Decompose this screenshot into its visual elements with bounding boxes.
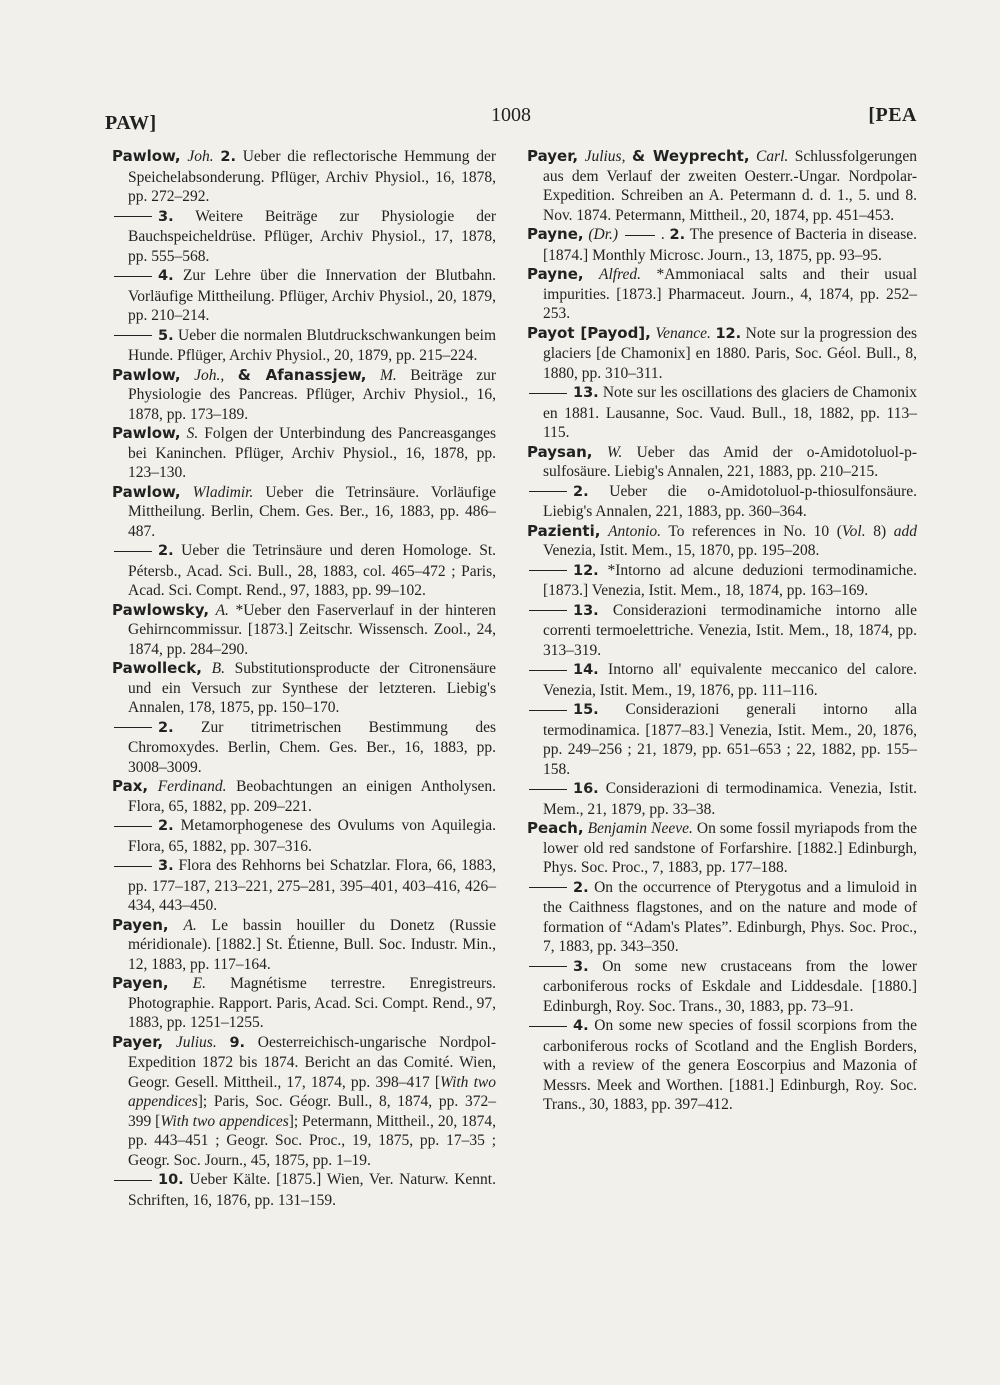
- bibliography-entry: [112, 659, 496, 718]
- work-number: 3.: [158, 858, 174, 874]
- bibliography-entry: [527, 522, 917, 561]
- author-given-name: Julius.: [175, 1033, 217, 1051]
- bibliography-entry: [527, 324, 917, 384]
- author-given-name: B.: [211, 660, 225, 677]
- bibliography-entry: [112, 483, 496, 542]
- bibliography-entry: [112, 147, 496, 207]
- citation-text: Ueber die Tetrinsäure. Vorläufige Mittheilung. Berlin, Chem. Ges. Ber., 16, 1883, pp. 486–487.: [128, 483, 497, 540]
- work-number: 10.: [158, 1172, 184, 1188]
- work-number: 16.: [573, 781, 599, 797]
- bibliography-entry: [112, 601, 496, 660]
- author-given-name: Joh.,: [194, 366, 225, 384]
- work-number: 14.: [573, 662, 599, 678]
- citation-text: Beiträge zur Physiologie des Pancreas. Pflüger, Archiv Physiol., 16, 1878, pp. 173–189.: [128, 366, 497, 423]
- citation-text: The presence of Bacteria in disease. [1874.] Monthly Microsc. Journ., 13, 1875, pp. 93–95.: [543, 226, 918, 264]
- author-name: Payen,: [112, 974, 169, 992]
- citation-text: Ueber die o-Amidotoluol-p-thiosulfonsäure. Liebig's Annalen, 221, 1883, pp. 360–364.: [543, 482, 918, 520]
- work-number: 3.: [573, 958, 589, 975]
- author-name: Peach,: [527, 819, 584, 837]
- bibliography-entry: [527, 1016, 917, 1115]
- page-header: [105, 104, 917, 140]
- work-number: 12.: [573, 562, 599, 579]
- author-name: Pawlow,: [112, 424, 181, 442]
- bibliography-entry: [112, 856, 496, 916]
- bibliography-entry: [112, 207, 496, 267]
- bibliography-entry: [112, 777, 496, 816]
- citation-text: Oesterreichisch-ungarische Nordpol-Expedition 1872 bis 1874. Bericht an das Comité. Wien, Geogr. Gesell. Mittheil., 17, 1874, pp. 398–417 [With two appendices]; Paris, Soc. Géogr. Bull., 8, 1874, pp. 372–399 [With two appendices]; Petermann, Mittheil., 20, 1874, pp. 443–451 ; Geogr. Soc. Proc., 19, 1875, pp. 17–35 ; Geogr. Soc. Journ., 45, 1875, pp. 1–19.: [128, 1033, 497, 1169]
- right-column: [527, 147, 917, 1115]
- bibliography-entry: [112, 266, 496, 326]
- author-given-name: Benjamin Neeve.: [587, 820, 693, 837]
- work-number: 9.: [229, 1034, 246, 1051]
- work-number: 4.: [158, 268, 174, 284]
- citation-text: Considerazioni termodinamiche intorno alle correnti termoelettriche. Venezia, Istit. Mem., 18, 1874, pp. 313–319.: [543, 601, 917, 659]
- citation-text: *Ueber den Faserverlauf in der hinteren Gehirncommissur. [1873.] Zeitschr. Wissensch. Zool., 24, 1874, pp. 284–290.: [128, 601, 497, 658]
- author-name: Pawlow,: [112, 365, 181, 384]
- ditto-rule: [529, 491, 567, 492]
- left-column: [112, 147, 496, 1210]
- author-name: Payne,: [527, 265, 584, 283]
- page-number: 1008: [491, 104, 531, 126]
- author-name: Payne,: [527, 225, 584, 243]
- author-given-name: Ferdinand.: [157, 778, 227, 795]
- bibliography-entry: [527, 779, 917, 819]
- author-given-name: A.: [183, 916, 197, 934]
- bibliography-entry: [527, 700, 917, 779]
- coauthor-name: & Afanassjew,: [237, 365, 367, 384]
- header-right-guide-word: [PEA: [868, 104, 917, 126]
- bibliography-entry: [527, 601, 917, 661]
- citation-text: On the occurrence of Pterygotus and a limuloid in the Caithness flagstones, and on the nature and mode of formation of “Adam's Plates”. Edinburgh, Phys. Soc. Proc., 7, 1883, pp. 343–350.: [543, 878, 917, 955]
- citation-text: Le bassin houiller du Donetz (Russie méridionale). [1882.] St. Étienne, Bull. Soc. Industr. Min., 12, 1883, pp. 117–164.: [128, 916, 496, 973]
- bibliography-entry: [112, 816, 496, 856]
- author-given-name: E.: [192, 975, 207, 992]
- bibliography-entry: [112, 541, 496, 601]
- author-name: Pawlow,: [112, 147, 181, 165]
- work-number: 5.: [158, 327, 174, 344]
- citation-text: Schlussfolgerungen aus dem Verlauf der zweiten Oesterr.-Ungar. Nordpolar-Expedition. Schreiben an A. Petermann d. d. 1., 5. und 8. Nov. 1874. Petermann, Mittheil., 20, 1874, pp. 451–453.: [543, 148, 918, 224]
- citation-text: On some new crustaceans from the lower carboniferous rocks of Eskdale and Liddesdale. [1880.] Edinburgh, Roy. Soc. Trans., 30, 1883, pp. 73–91.: [543, 957, 917, 1015]
- author-name: Pawlowsky,: [112, 600, 210, 619]
- header-left-guide-word: PAW]: [105, 112, 157, 134]
- bibliography-entry: [112, 974, 496, 1033]
- bibliography-entry: [527, 482, 917, 522]
- bibliography-entry: [112, 326, 496, 366]
- ditto-rule: [529, 966, 567, 967]
- author-given-name: Julius,: [584, 148, 626, 165]
- citation-text: Folgen der Unterbindung des Pancreasganges bei Kaninchen. Pflüger, Archiv Physiol., 16, 1878, pp. 123–130.: [128, 425, 497, 481]
- citation-text: Beobachtungen an einigen Antholysen. Flora, 65, 1882, pp. 209–221.: [128, 778, 497, 815]
- bibliography-entry: [527, 265, 917, 324]
- author-name: Payer,: [527, 147, 579, 165]
- bibliography-entry: [527, 878, 917, 957]
- ditto-rule: [529, 789, 567, 790]
- ditto-rule: [114, 1180, 152, 1181]
- citation-text: Ueber die reflectorische Hemmung der Speichelabsonderung. Pflüger, Archiv Physiol., 16, 1878, pp. 272–292.: [128, 148, 496, 205]
- citation-text: Ueber Kälte. [1875.] Wien, Ver. Naturw. Kennt. Schriften, 16, 1876, pp. 131–159.: [128, 1171, 496, 1209]
- citation-text: *Intorno ad alcune deduzioni termodinamiche. [1873.] Venezia, Istit. Mem., 18, 1874, pp. 163–169.: [543, 561, 917, 599]
- author-given-name: W.: [606, 443, 623, 461]
- author-given-name: (Dr.): [588, 226, 619, 243]
- bibliography-entry: [527, 957, 917, 1017]
- citation-text: Note sur la progression des glaciers [de Chamonix] en 1880. Paris, Soc. Géol. Bull., 8, 1880, pp. 310–311.: [543, 324, 918, 382]
- author-name: Paysan,: [527, 442, 593, 461]
- ditto-rule: [114, 276, 152, 277]
- ditto-rule: [529, 887, 567, 888]
- citation-text: Flora des Rehhorns bei Schatzlar. Flora, 66, 1883, pp. 177–187, 213–221, 275–281, 395–401, 403–416, 426–434, 443–450.: [128, 857, 496, 914]
- bibliography-entry: [527, 660, 917, 700]
- work-number: 2.: [573, 879, 589, 896]
- author-given-name: A.: [215, 601, 229, 619]
- work-number: 2.: [220, 149, 236, 165]
- work-number: 3.: [158, 208, 174, 225]
- author-given-name: Antonio.: [608, 522, 662, 540]
- coauthor-given-name: M.: [379, 366, 397, 384]
- citation-text: Considerazioni generali intorno alla termodinamica. [1877–83.] Venezia, Istit. Mem., 20, 1876, pp. 249–256 ; 21, 1879, pp. 651–653 ; 22, 1882, pp. 155–158.: [543, 701, 918, 778]
- author-name: Pawlow,: [112, 482, 181, 501]
- bibliography-entry: [112, 366, 496, 425]
- citation-text: Ueber das Amid der o-Amidotoluol-p-sulfosäure. Liebig's Annalen, 221, 1883, pp. 210–215.: [543, 443, 918, 480]
- author-name: Pawolleck,: [112, 659, 202, 677]
- author-name: Payen,: [112, 915, 169, 934]
- author-given-name: Venance.: [655, 324, 711, 342]
- author-name: Payer,: [112, 1032, 164, 1051]
- author-given-name: S.: [186, 425, 199, 442]
- ditto-rule: [529, 570, 567, 571]
- bibliography-entry: Payne, (Dr.) . 2. The presence of Bacteria in disease. [1874.] Monthly Microsc. Journ., 13, 1875, pp. 93–95.: [527, 225, 918, 264]
- bibliography-entry: [112, 916, 496, 975]
- author-given-name: Wladimir.: [192, 483, 254, 501]
- work-number: 2.: [158, 818, 174, 834]
- ditto-rule: [625, 235, 655, 236]
- work-number: 2.: [573, 483, 589, 500]
- ditto-rule: [114, 551, 152, 552]
- citation-text: Intorno all' equivalente meccanico del calore. Venezia, Istit. Mem., 19, 1876, pp. 111–116.: [543, 661, 917, 699]
- author-name: Pazienti,: [527, 521, 601, 540]
- bibliography-entry: [527, 443, 917, 482]
- author-given-name: Alfred.: [599, 266, 642, 283]
- author-given-name: Joh.: [187, 148, 214, 165]
- ditto-rule: [529, 670, 567, 671]
- coauthor-name: & Weyprecht,: [631, 147, 750, 165]
- ditto-rule: [529, 610, 567, 611]
- bibliography-entry: [527, 383, 917, 443]
- work-number: 4.: [573, 1018, 589, 1034]
- ditto-rule: [114, 866, 152, 867]
- ditto-rule: [529, 1026, 567, 1027]
- coauthor-given-name: Carl.: [756, 148, 789, 165]
- work-number: 13.: [573, 385, 599, 401]
- citation-text: Zur Lehre über die Innervation der Blutbahn. Vorläufige Mittheilung. Pflüger, Archiv Physiol., 20, 1879, pp. 210–214.: [128, 267, 496, 324]
- work-number: 2.: [158, 543, 174, 559]
- citation-text: Substitutionsproducte der Citronensäure und ein Versuch zur Synthese der letzteren. Liebig's Annalen, 178, 1875, pp. 150–170.: [128, 660, 496, 716]
- bibliography-entry: [527, 147, 917, 225]
- work-number: 2.: [158, 719, 174, 736]
- ditto-rule: [529, 710, 567, 711]
- citation-text: To references in No. 10 (Vol. 8) add Venezia, Istit. Mem., 15, 1870, pp. 195–208.: [543, 522, 918, 559]
- bibliography-entry: [527, 819, 917, 878]
- citation-text: Ueber die normalen Blutdruckschwankungen beim Hunde. Pflüger, Archiv Physiol., 20, 1879, pp. 215–224.: [128, 326, 496, 364]
- work-number: 13.: [573, 602, 599, 619]
- author-name: Payot [Payod],: [527, 323, 651, 342]
- bibliography-entry: [112, 718, 496, 778]
- ditto-rule: [114, 826, 152, 827]
- work-number: 15.: [573, 702, 599, 718]
- ditto-rule: [114, 335, 152, 336]
- ditto-rule: [529, 393, 567, 394]
- citation-text: Magnétisme terrestre. Enregistreurs. Photographie. Rapport. Paris, Acad. Sci. Compt. Rend., 97, 1883, pp. 1251–1255.: [128, 975, 497, 1031]
- work-number: 2.: [669, 227, 686, 243]
- citation-text: Zur titrimetrischen Bestimmung des Chromoxydes. Berlin, Chem. Ges. Ber., 16, 1883, pp. 3008–3009.: [128, 718, 497, 776]
- citation-text: Note sur les oscillations des glaciers de Chamonix en 1881. Lausanne, Soc. Vaud. Bull., 18, 1882, pp. 113–115.: [543, 384, 917, 441]
- citation-text: *Ammoniacal salts and their usual impurities. [1873.] Pharmaceut. Journ., 4, 1874, pp. 252–253.: [543, 266, 918, 322]
- ditto-rule: [114, 216, 152, 217]
- citation-text: On some fossil myriapods from the lower old red sandstone of Forfarshire. [1882.] Edinburgh, Phys. Soc. Proc., 7, 1883, pp. 177–188.: [543, 820, 918, 876]
- bibliography-entry: [527, 561, 917, 601]
- citation-text: On some new species of fossil scorpions from the carboniferous rocks of Scotland and the English Borders, with a review of the genera Eoscorpius and Mazonia of Messrs. Meek and Worthen. [1881.] Edinburgh, Roy. Soc. Trans., 30, 1883, pp. 397–412.: [543, 1017, 917, 1113]
- citation-text: Ueber die Tetrinsäure und deren Homologe. St. Pétersb., Acad. Sci. Bull., 28, 1883, col. 465–472 ; Paris, Acad. Sci. Compt. Rend., 97, 1883, pp. 99–102.: [128, 542, 497, 599]
- author-name: Pax,: [112, 777, 149, 795]
- ditto-rule: [114, 727, 152, 728]
- bibliography-entry: [112, 1170, 496, 1210]
- work-number: 12.: [715, 325, 742, 342]
- citation-text: Weitere Beiträge zur Physiologie der Bauchspeicheldrüse. Pflüger, Archiv Physiol., 17, 1878, pp. 555–568.: [128, 207, 496, 265]
- bibliography-entry: [112, 424, 496, 483]
- citation-text: Metamorphogenese des Ovulums von Aquilegia. Flora, 65, 1882, pp. 307–316.: [128, 817, 497, 855]
- bibliography-entry: [112, 1033, 496, 1171]
- citation-text: Considerazioni di termodinamica. Venezia, Istit. Mem., 21, 1879, pp. 33–38.: [543, 780, 918, 818]
